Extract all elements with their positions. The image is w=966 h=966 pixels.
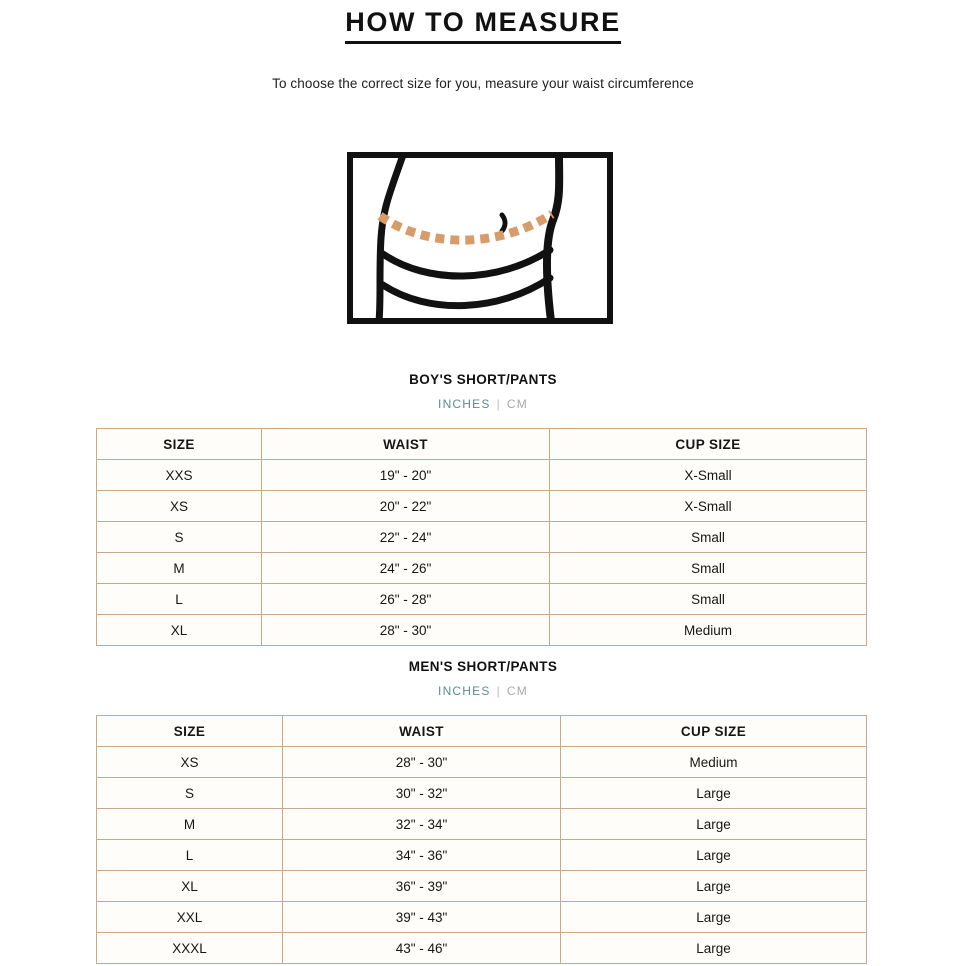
- table-row: [97, 553, 867, 584]
- cell-size: M: [97, 553, 262, 584]
- page-title: HOW TO MEASURE: [345, 8, 620, 44]
- section-boys-header: [0, 372, 966, 411]
- page-subtitle: To choose the correct size for you, measure your waist circumference: [272, 75, 694, 91]
- table-header-row: [97, 716, 867, 747]
- cell-waist: 36" - 39": [283, 871, 561, 902]
- diagram-frame: [350, 155, 610, 321]
- cell-waist: 24" - 26": [262, 553, 550, 584]
- cell-size: S: [97, 522, 262, 553]
- size-table-mens: [96, 715, 867, 964]
- cell-cup: Medium: [561, 747, 867, 778]
- cell-waist: 30" - 32": [283, 778, 561, 809]
- page-header: [0, 0, 966, 91]
- cell-size: XS: [97, 491, 262, 522]
- torso-diagram-svg: [347, 152, 613, 324]
- table-header-row: [97, 429, 867, 460]
- cell-size: XXL: [97, 902, 283, 933]
- unit-toggle-boys[interactable]: [0, 397, 966, 411]
- column-header-size: SIZE: [97, 429, 262, 460]
- cell-waist: 43" - 46": [283, 933, 561, 964]
- table-row: [97, 460, 867, 491]
- cell-waist: 34" - 36": [283, 840, 561, 871]
- section-title-mens: MEN'S SHORT/PANTS: [408, 659, 558, 674]
- table-row: [97, 584, 867, 615]
- cell-waist: 22" - 24": [262, 522, 550, 553]
- unit-separator-mens: |: [496, 684, 501, 698]
- cell-cup: Large: [561, 902, 867, 933]
- cell-cup: Large: [561, 778, 867, 809]
- column-header-waist: WAIST: [283, 716, 561, 747]
- table-row: [97, 871, 867, 902]
- table-row: [97, 809, 867, 840]
- table-row: [97, 522, 867, 553]
- cell-cup: Small: [550, 522, 867, 553]
- table-row: [97, 747, 867, 778]
- column-header-cup: CUP SIZE: [550, 429, 867, 460]
- cell-size: L: [97, 840, 283, 871]
- table-row: [97, 615, 867, 646]
- unit-option-inches-boys[interactable]: INCHES: [438, 397, 491, 411]
- cell-size: M: [97, 809, 283, 840]
- cell-waist: 32" - 34": [283, 809, 561, 840]
- cell-size: L: [97, 584, 262, 615]
- cell-cup: Large: [561, 809, 867, 840]
- section-mens-header: [0, 659, 966, 698]
- table-row: [97, 933, 867, 964]
- table-row: [97, 840, 867, 871]
- cell-waist: 19" - 20": [262, 460, 550, 491]
- cell-size: XL: [97, 871, 283, 902]
- cell-size: XXXL: [97, 933, 283, 964]
- cell-size: XXS: [97, 460, 262, 491]
- cell-cup: Medium: [550, 615, 867, 646]
- unit-option-inches-mens[interactable]: INCHES: [438, 684, 491, 698]
- table-row: [97, 902, 867, 933]
- cell-size: S: [97, 778, 283, 809]
- cell-cup: X-Small: [550, 460, 867, 491]
- unit-toggle-mens[interactable]: [0, 684, 966, 698]
- size-table-boys: [96, 428, 867, 646]
- cell-cup: Large: [561, 840, 867, 871]
- table-row: [97, 778, 867, 809]
- cell-waist: 39" - 43": [283, 902, 561, 933]
- cell-cup: Small: [550, 553, 867, 584]
- table-row: [97, 491, 867, 522]
- section-title-boys: BOY'S SHORT/PANTS: [409, 372, 557, 387]
- cell-size: XL: [97, 615, 262, 646]
- unit-option-cm-boys[interactable]: CM: [506, 397, 528, 411]
- cell-cup: Large: [561, 933, 867, 964]
- unit-separator-boys: |: [496, 397, 501, 411]
- cell-waist: 28" - 30": [283, 747, 561, 778]
- cell-size: XS: [97, 747, 283, 778]
- cell-waist: 20" - 22": [262, 491, 550, 522]
- column-header-waist: WAIST: [262, 429, 550, 460]
- waist-measurement-illustration: [347, 152, 613, 324]
- unit-option-cm-mens[interactable]: CM: [506, 684, 528, 698]
- cell-cup: Large: [561, 871, 867, 902]
- column-header-size: SIZE: [97, 716, 283, 747]
- cell-cup: Small: [550, 584, 867, 615]
- cell-waist: 26" - 28": [262, 584, 550, 615]
- cell-waist: 28" - 30": [262, 615, 550, 646]
- column-header-cup: CUP SIZE: [561, 716, 867, 747]
- cell-cup: X-Small: [550, 491, 867, 522]
